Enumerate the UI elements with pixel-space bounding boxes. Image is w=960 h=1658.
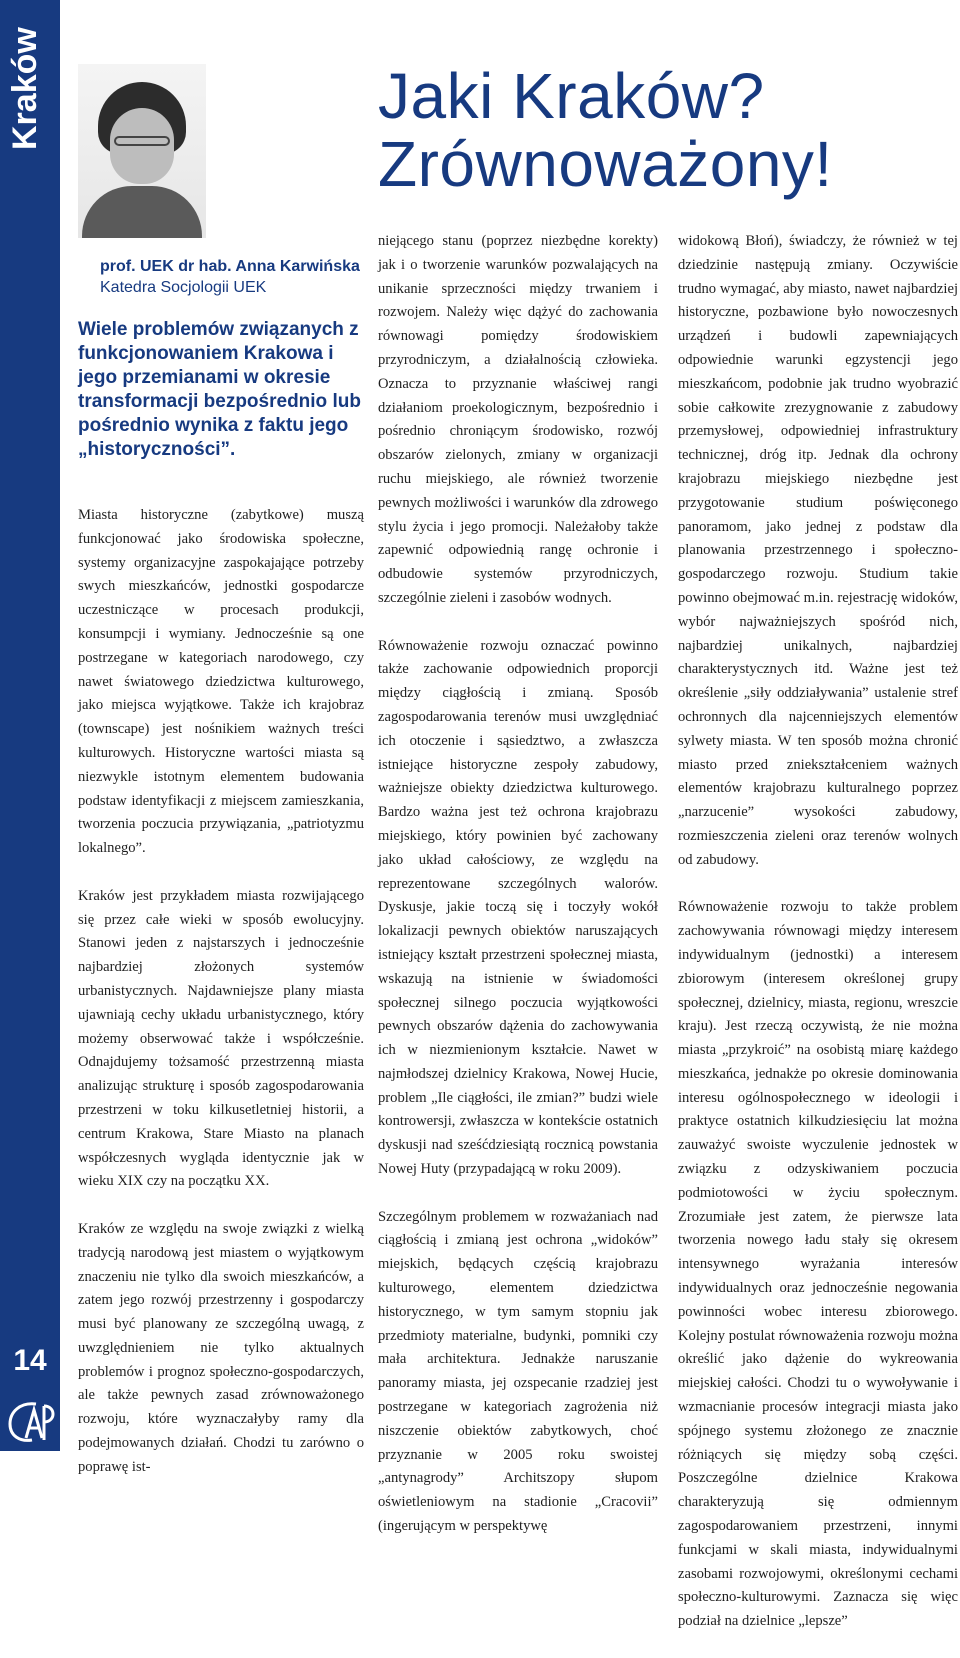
paragraph: Równoważenie rozwoju to także problem zachowywania równowagi między interesem indywidualnym (jednostki) a interesem zbiorowym (interesem określonej grupy społecznej, dzielnicy, miasta, regionu, wreszcie kraju). Jest rzeczą oczywistą, że nie można miasta „przykroić” na osobistą miarę każdego mieszkańca, jednakże po okresie dominowania interesu ogólnospołecznego w ideologii i praktyce ostatnich kilkudziesięciu lat można zauważyć swoiste wyczulenie jednostek w związku z odzyskiwaniem poczucia podmiotowości w życiu społecznym. Zrozumiałe jest zatem, że pierwsze lata tworzenia nowego ładu stały się okresem intensywnego wyrażania interesów indywidualnych oraz jednocześnie negowania powinności wobec interesu zbiorowego. Kolejny postulat równoważenia rozwoju można określić jako dążenie do wykreowania miejskiej całości. Chodzi tu o wywoływanie i wzmacnianie procesów integracji miasta jako spójnego systemu złożonego ze znacznie różniących się między sobą części. Poszczególne dzielnice Krakowa charakteryzują się odmiennym zagospodarowaniem przestrzeni, innymi funkcjami w skali miasta, indywidualnymi zasobami rozwojowymi, określonymi cechami społeczno-kulturowymi. Zaznacza się więc podział na dzielnice „lepsze” <box>678 899 958 1630</box>
paragraph: Kraków ze względu na swoje związki z wielką tradycją narodową jest miastem o wyjątkowym znaczeniu nie tylko dla swoich mieszkańców, a zatem jego rozwój przestrzenny i gospodarczy musi być planowany ze szczególną uwagą, z uwzględnieniem nie tylko aktualnych problemów i prognoz społeczno-gospodarczych, ale także pewnych zasad zrównoważonego rozwoju, które wyznaczałyby ramy dla podejmowanych działań. Chodzi tu zarówno o poprawę ist- <box>78 1220 364 1475</box>
page-number: 14 <box>13 1344 47 1377</box>
section-label: Kraków <box>6 27 44 150</box>
text-column-1 <box>78 504 364 1503</box>
text-column-3 <box>678 230 958 1658</box>
title-line-2: Zrównoważony! <box>378 128 833 200</box>
title-line-1: Jaki Kraków? <box>378 60 765 132</box>
paragraph: widokową Błoń), świadczy, że również w tej dziedzinie następują zmiany. Oczywiście trudno wymagać, aby miasto, nawet najbardziej historyczne, pozbawione było nowoczesnych urządzeń i budowli zapewniających odpowiednie warunki egzystencji jego mieszkańcom, podobnie jak trudno wyobrazić sobie całkowite zrezygnowanie z zabudowy przemysłowej, odpowiedniej infrastruktury technicznej, dróg itp. Jednak dla ochrony krajobrazu miejskiego niezbędne jest przygotowanie studium poświęconego panoramom, jako jednej z podstaw dla planowania przestrzennego i społeczno-gospodarczego rozwoju. Studium takie powinno obejmować m.in. rejestrację widoków, wybór najważniejszych spośród nich, najbardziej unikalnych, najbardziej charakterystycznych itd. Ważne jest też określenie „siły oddziaływania” ustalenie stref ochronnych dla najcenniejszych elementów sylwety miasta. W ten sposób można chronić miasto przed zniekształceniem ważnych elementów krajobrazu kulturalnego poprzez „narzucenie” wysokości zabudowy, rozmieszczenia zieleni oraz terenów wolnych od zabudowy. <box>678 233 958 868</box>
author-name: prof. UEK dr hab. Anna Karwińska <box>100 258 360 275</box>
paragraph: Równoważenie rozwoju oznaczać powinno także zachowanie odpowiednich proporcji między ciągłością i zmianą. Sposób zagospodarowania terenów musi uwzględniać ich otoczenie i sąsiedztwo, a zwłaszcza istniejące historyczne zespoły zabudowy, ważniejsze obiekty dziedzictwa kulturowego. Bardzo ważna jest też ochrona krajobrazu miejskiego, który powinien być zachowany jako układ całościowy, ze względu na reprezentowane szczególnych walorów. Dyskusje, jakie toczą się i toczyły wokół lokalizacji pewnych obiektów naruszających istniejący kształt przestrzeni społecznej miasta, wskazują na istnienie w świadomości społecznej silnego poczucia wyjątkowości pewnych obszarów dążenia do zachowywania ich w niezmienionym kształcie. Nawet w najmłodszej dzielnicy Krakowa, Nowej Hucie, problem „Ile ciągłości, ile zmian?” budzi wiele kontrowersji, zwłaszcza w kontekście ostatnich dyskusji nad sześćdziesiątą rocznicą powstania Nowej Huty (przypadającą w roku 2009). <box>378 637 658 1178</box>
paragraph: Miasta historyczne (zabytkowe) muszą funkcjonować jako środowiska społeczne, systemy organizacyjne zaspokajające potrzeby swych mieszkańców, jednostki gospodarcze uczestniczące w procesach produkcji, konsumpcji i wymiany. Jednocześnie są one postrzegane w kategoriach narodowego, czy nawet światowego dziedzictwa kulturowego, jako miejsca wyjątkowe. Także ich krajobraz (townscape) jest nośnikiem ważnych treści kulturowych. Historyczne wartości miasta są niezwykle istotnym elementem budowania podstaw identyfikacji z miejscem zamieszkania, tworzenia poczucia przywiązania, „patriotyzmu lokalnego”. <box>78 507 364 857</box>
paragraph: niejącego stanu (poprzez niezbędne korekty) jak i o tworzenie warunków pozwalających na unikanie sprzeczności między trwaniem i rozwojem. Należy więc dążyć do zachowania równowagi pomiędzy środowiskiem przyrodniczym, a działalnością człowieka. Oznacza to przyznanie właściwej rangi działaniom proekologicznym, bezpośrednio i pośrednio chroniącym środowisko, rozwój obszarów zielonych, zmiany w organizacji ruchu miejskiego, ale również tworzenie pewnych możliwości i warunków dla zdrowego stylu życia i jego promocji. Należałoby także zapewnić odpowiednią rangę ochronie i odbudowie systemów przyrodniczych, szczególnie zieleni i zasobów wodnych. <box>378 233 658 606</box>
author-photo <box>78 64 206 238</box>
lead-paragraph: Wiele problemów związanych z funkcjonowaniem Krakowa i jego przemianami w okresie transformacji bezpośrednio lub pośrednio wynika z faktu jego „historyczności”. <box>78 319 361 460</box>
paragraph: Kraków jest przykładem miasta rozwijającego się przez całe wieki w sposób ewolucyjny. Stanowi jeden z najstarszych i jednocześnie najbardziej złożonych systemów urbanistycznych. Najdawniejsze plany miasta ujawniają cechy układu urbanistycznego, który możemy obserwować także i współcześnie. Odnajdujemy tożsamość przestrzenną miasta analizując strukturę i sposób zagospodarowania przestrzeni w toku kilkusetletniej historii, a centrum Krakowa, Stare Miasto na planach współczesnych wygląda identycznie jak w wieku XIX czy na początku XX. <box>78 887 364 1190</box>
author-affiliation: Katedra Socjologii UEK <box>100 279 267 296</box>
text-column-2 <box>378 230 658 1563</box>
sidebar <box>0 0 60 1451</box>
publisher-logo <box>4 1398 56 1444</box>
paragraph: Szczególnym problemem w rozważaniach nad ciągłością i zmianą jest ochrona „widoków” miejskich, będących częścią krajobrazu kulturowego, elementem dziedzictwa historycznego, w tym samym stopniu jak przedmioty materialne, budynki, pomniki czy mała architektura. Jednakże naruszanie panoramy miasta, jej ozspecanie rzadziej jest postrzegane w kategoriach zagrożenia niż niszczenie obiektów zabytkowych, choć przyznanie w 2005 roku swoistej „antynagrody” Architszopy słupom oświetleniowym na stadionie „Cracovii” (ingerującym w perspektywę <box>378 1208 658 1535</box>
author-block <box>100 256 365 298</box>
article-title <box>378 62 958 198</box>
